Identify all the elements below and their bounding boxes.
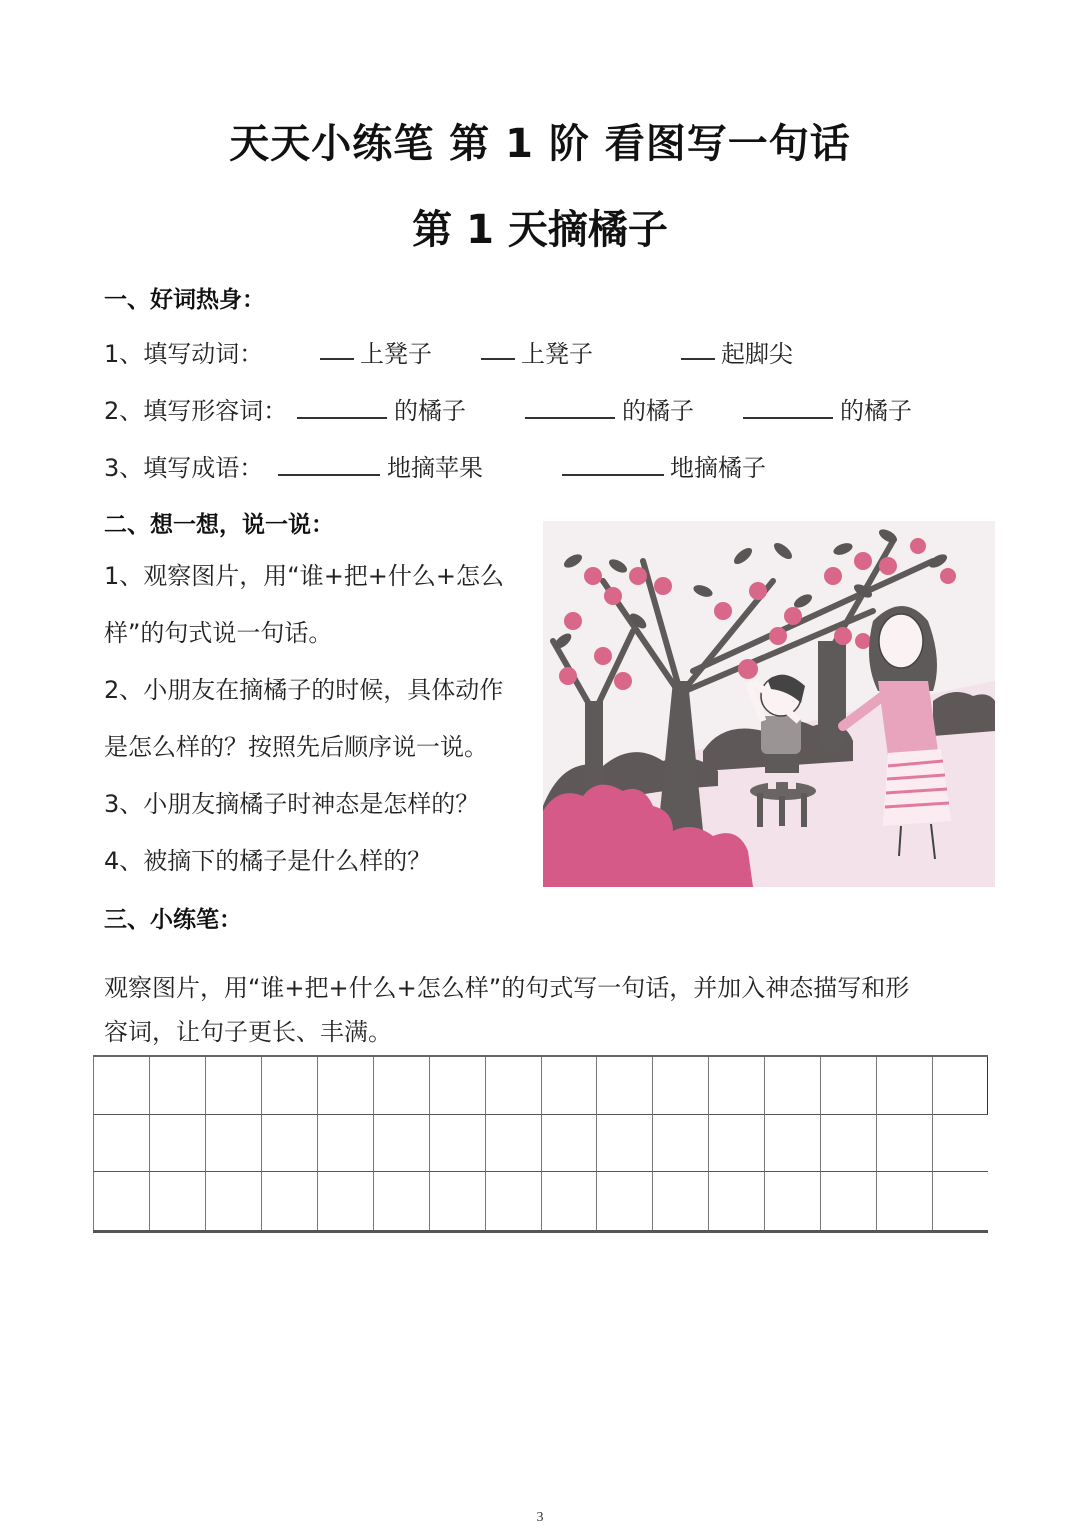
verb-suffix-3: 起脚尖 — [721, 340, 793, 368]
page-number: 3 — [536, 1510, 544, 1525]
grid-cell[interactable] — [820, 1115, 876, 1173]
grid-cell[interactable] — [708, 1115, 764, 1173]
grid-cell[interactable] — [596, 1115, 652, 1173]
grid-cell[interactable] — [652, 1115, 708, 1173]
grid-cell[interactable] — [596, 1172, 652, 1230]
grid-cell[interactable] — [764, 1172, 820, 1230]
adjective-suffix-1: 的橘子 — [394, 397, 466, 425]
grid-cell[interactable] — [93, 1172, 149, 1230]
idiom-blank-1[interactable] — [278, 452, 380, 476]
section2-heading: 二、想一想，说一说： — [104, 512, 334, 538]
grid-cell[interactable] — [205, 1115, 261, 1173]
worksheet-subtitle: 第 1 天摘橘子 — [412, 207, 668, 253]
grid-cell[interactable] — [317, 1172, 373, 1230]
grid-cell[interactable] — [541, 1057, 597, 1115]
grid-cell[interactable] — [373, 1057, 429, 1115]
question-4: 4、被摘下的橘子是什么样的？ — [104, 847, 432, 875]
grid-cell[interactable] — [541, 1172, 597, 1230]
writing-instruction-line-1: 观察图片，用“谁+把+什么+怎么样”的句式写一句话，并加入神态描写和形 — [104, 974, 910, 1002]
grid-cell[interactable] — [485, 1057, 541, 1115]
grid-cell[interactable] — [373, 1115, 429, 1173]
question-3: 3、小朋友摘橘子时神态是怎样的？ — [104, 790, 480, 818]
grid-cell[interactable] — [373, 1172, 429, 1230]
grid-cell[interactable] — [708, 1057, 764, 1115]
grid-cell[interactable] — [93, 1057, 149, 1115]
grid-cell[interactable] — [876, 1115, 932, 1173]
grid-cell[interactable] — [596, 1057, 652, 1115]
idiom-blank-2[interactable] — [562, 452, 664, 476]
verb-suffix-1: 上凳子 — [360, 340, 432, 368]
section3-heading: 三、小练笔： — [104, 907, 242, 933]
grid-cell[interactable] — [205, 1172, 261, 1230]
verb-blank-2[interactable] — [481, 336, 515, 360]
verb-blank-3[interactable] — [681, 336, 715, 360]
grid-cell[interactable] — [764, 1057, 820, 1115]
grid-cell[interactable] — [932, 1057, 988, 1115]
grid-cell[interactable] — [485, 1115, 541, 1173]
idiom-suffix-1: 地摘苹果 — [387, 454, 483, 482]
grid-cell[interactable] — [876, 1057, 932, 1115]
grid-cell[interactable] — [149, 1115, 205, 1173]
adjective-fill-label: 2、填写形容词： — [104, 397, 288, 425]
grid-cell[interactable] — [652, 1057, 708, 1115]
adjective-blank-1[interactable] — [297, 395, 387, 419]
section1-heading: 一、好词热身： — [104, 287, 265, 313]
grid-cell[interactable] — [261, 1115, 317, 1173]
grid-cell[interactable] — [149, 1057, 205, 1115]
question-1-line-2: 样”的句式说一句话。 — [104, 619, 333, 647]
adjective-blank-3[interactable] — [743, 395, 833, 419]
illustration-svg — [543, 521, 995, 887]
verb-fill-row — [104, 334, 263, 369]
grid-cell[interactable] — [932, 1172, 988, 1230]
grid-cell[interactable] — [149, 1172, 205, 1230]
discussion-questions — [104, 548, 534, 890]
grid-cell[interactable] — [317, 1057, 373, 1115]
writing-instruction-line-2: 容词，让句子更长、丰满。 — [104, 1018, 392, 1046]
adjective-suffix-2: 的橘子 — [622, 397, 694, 425]
grid-cell[interactable] — [764, 1115, 820, 1173]
grid-cell[interactable] — [876, 1172, 932, 1230]
question-1-line-1: 1、观察图片，用“谁+把+什么+怎么 — [104, 562, 505, 590]
grid-cell[interactable] — [708, 1172, 764, 1230]
worksheet-title: 天天小练笔 第 1 阶 看图写一句话 — [229, 121, 851, 167]
grid-cell[interactable] — [429, 1172, 485, 1230]
grid-cell[interactable] — [429, 1057, 485, 1115]
grid-cell[interactable] — [485, 1172, 541, 1230]
idiom-fill-label: 3、填写成语： — [104, 454, 264, 482]
verb-fill-label: 1、填写动词： — [104, 340, 264, 368]
grid-cell[interactable] — [652, 1172, 708, 1230]
grid-cell[interactable] — [317, 1115, 373, 1173]
grid-cell[interactable] — [261, 1057, 317, 1115]
idiom-suffix-2: 地摘橘子 — [670, 454, 766, 482]
orange-picking-illustration — [543, 521, 995, 887]
grid-cell[interactable] — [261, 1172, 317, 1230]
question-2-line-1: 2、小朋友在摘橘子的时候，具体动作 — [104, 676, 504, 704]
grid-cell[interactable] — [205, 1057, 261, 1115]
grid-cell[interactable] — [932, 1115, 988, 1173]
adjective-blank-2[interactable] — [525, 395, 615, 419]
verb-suffix-2: 上凳子 — [521, 340, 593, 368]
verb-blank-1[interactable] — [320, 336, 354, 360]
question-2-line-2: 是怎么样的？按照先后顺序说一说。 — [104, 733, 488, 761]
grid-cell[interactable] — [820, 1172, 876, 1230]
grid-cell[interactable] — [429, 1115, 485, 1173]
grid-cell[interactable] — [93, 1115, 149, 1173]
grid-cell[interactable] — [820, 1057, 876, 1115]
grid-cell[interactable] — [541, 1115, 597, 1173]
adjective-suffix-3: 的橘子 — [840, 397, 912, 425]
writing-grid[interactable] — [93, 1055, 988, 1233]
